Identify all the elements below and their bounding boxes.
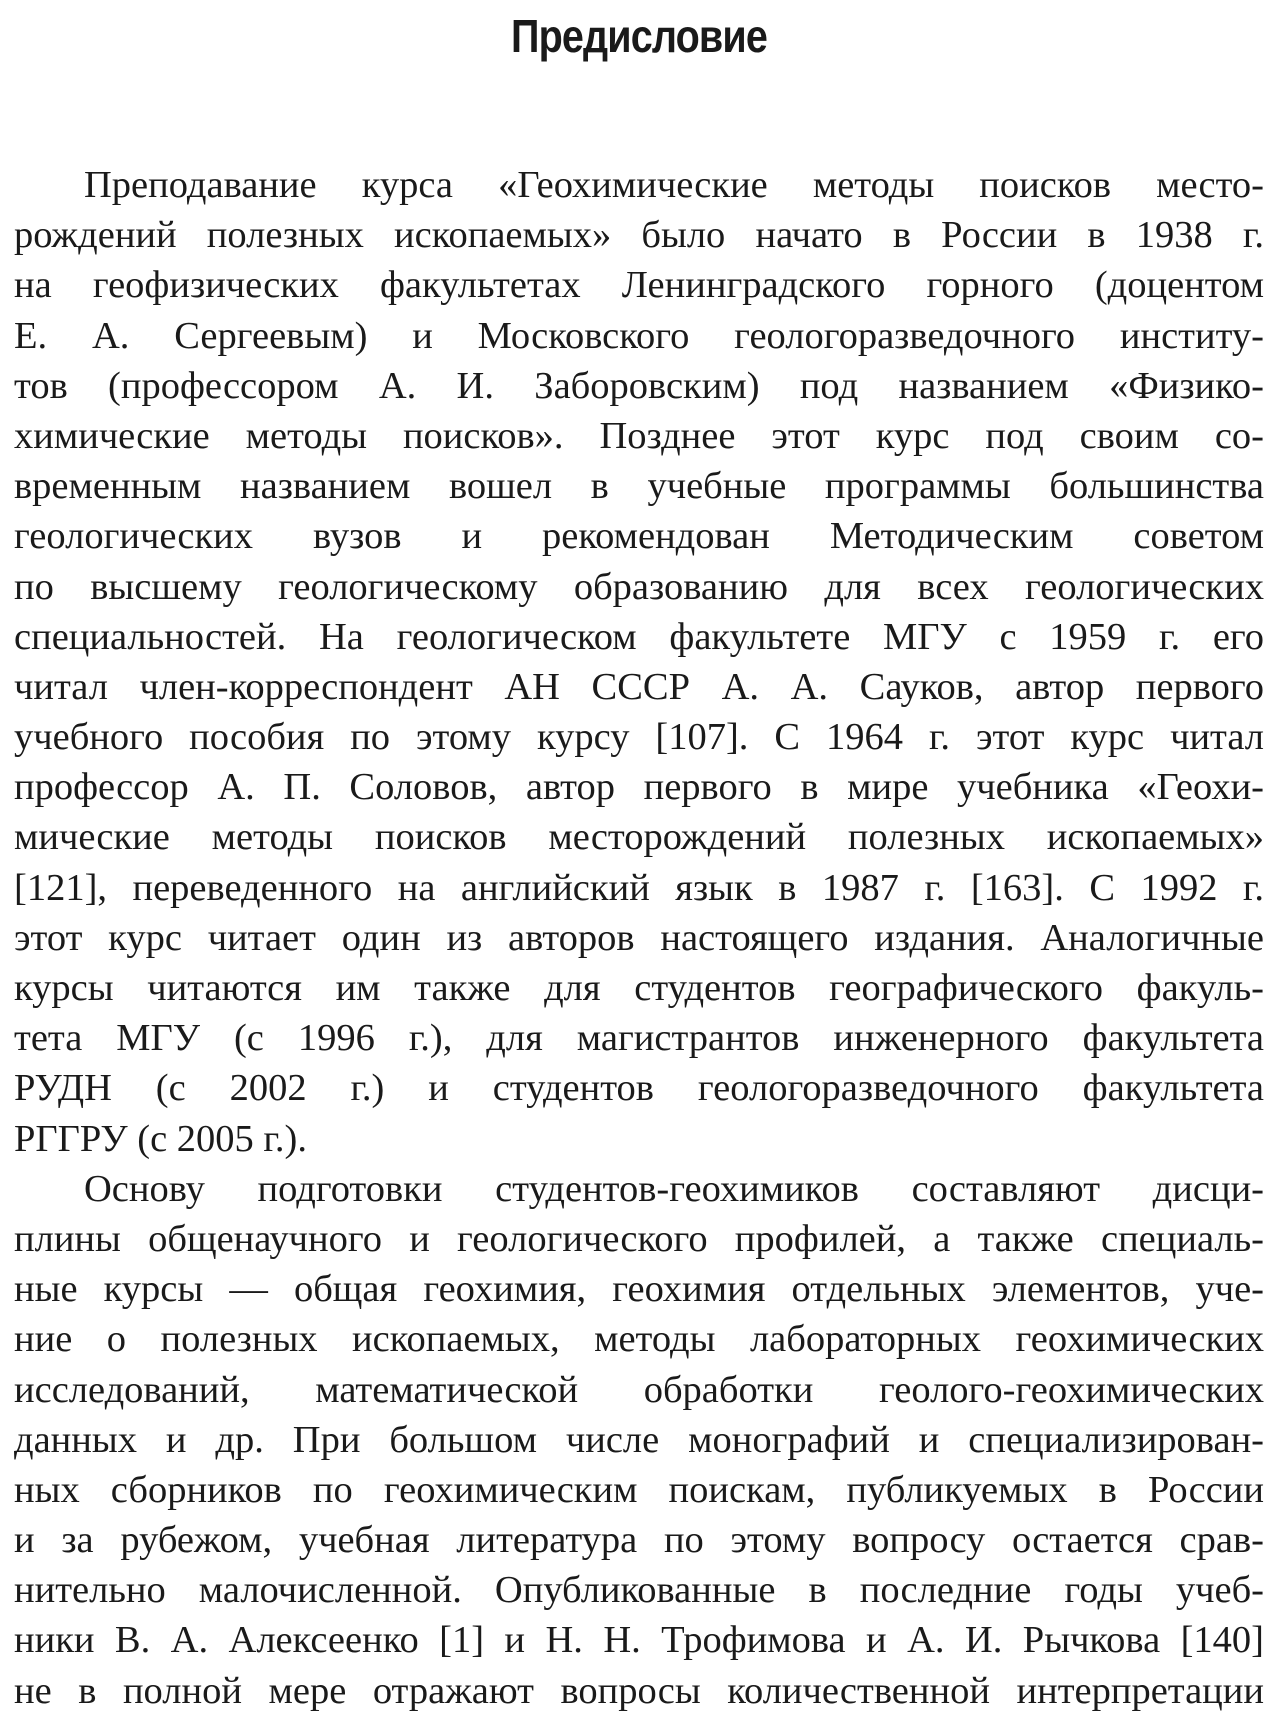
- text-line: тов (профессором А. И. Заборовским) под названием «Физико-: [14, 364, 1264, 407]
- text-line: ние о полезных ископаемых, методы лабораторных геохимических: [14, 1318, 1264, 1361]
- text-line: рождений полезных ископаемых» было начато в России в 1938 г.: [14, 214, 1264, 257]
- text-line: профессор А. П. Соловов, автор первого в мире учебника «Геохи-: [14, 766, 1264, 809]
- text-line: ники В. А. Алексеенко [1] и Н. Н. Трофимова и А. И. Рычкова [140]: [14, 1619, 1264, 1662]
- document-page: [14, 0, 1264, 1712]
- text-line: этот курс читает один из авторов настоящего издания. Аналогичные: [14, 916, 1264, 959]
- text-line: ных сборников по геохимическим поискам, публикуемых в России: [14, 1468, 1264, 1511]
- text-line: по высшему геологическому образованию для всех геологических: [14, 565, 1264, 608]
- text-line: специальностей. На геологическом факультете МГУ с 1959 г. его: [14, 615, 1264, 658]
- text-line: химические методы поисков». Позднее этот курс под своим со-: [14, 414, 1264, 457]
- text-line: РУДН (с 2002 г.) и студентов геологоразведочного факультета: [14, 1067, 1264, 1110]
- text-line: [121], переведенного на английский язык в 1987 г. [163]. С 1992 г.: [14, 866, 1264, 909]
- text-line: геологических вузов и рекомендован Методическим советом: [14, 515, 1264, 558]
- text-line: мические методы поисков месторождений полезных ископаемых»: [14, 816, 1264, 859]
- text-line: временным названием вошел в учебные программы большинства: [14, 465, 1264, 508]
- text-line: исследований, математической обработки геолого-геохимических: [14, 1368, 1264, 1411]
- text-line: плины общенаучного и геологического профилей, а также специаль-: [14, 1217, 1264, 1260]
- text-line: читал член-корреспондент АН СССР А. А. Сауков, автор первого: [14, 665, 1264, 708]
- page-title: Предисловие: [510, 10, 767, 62]
- text-line: на геофизических факультетах Ленинградского горного (доцентом: [14, 264, 1264, 307]
- paragraph-2: [14, 1164, 1264, 1716]
- text-line: Преподавание курса «Геохимические методы поисков место-: [84, 164, 1264, 206]
- text-line: курсы читаются им также для студентов географического факуль-: [14, 967, 1264, 1009]
- text-line: не в полной мере отражают вопросы количественной интерпретации: [14, 1669, 1264, 1712]
- text-line: учебного пособия по этому курсу [107]. С 1964 г. этот курс читал: [14, 716, 1264, 759]
- text-line: и за рубежом, учебная литература по этому вопросу остается срав-: [14, 1519, 1264, 1562]
- text-line: Е. А. Сергеевым) и Московского геологоразведочного институ-: [14, 314, 1264, 357]
- text-line: данных и др. При большом числе монографий и специализирован-: [14, 1418, 1264, 1461]
- text-line: ные курсы — общая геохимия, геохимия отдельных элементов, уче-: [14, 1268, 1264, 1311]
- text-line: Основу подготовки студентов-геохимиков составляют дисци-: [84, 1167, 1264, 1210]
- text-line: нительно малочисленной. Опубликованные в последние годы учеб-: [14, 1569, 1264, 1612]
- text-line: РГГРУ (с 2005 г.).: [14, 1117, 307, 1160]
- paragraph-1: [14, 160, 1264, 1164]
- text-line: тета МГУ (с 1996 г.), для магистрантов инженерного факультета: [14, 1017, 1264, 1060]
- body-text: [14, 160, 1264, 1716]
